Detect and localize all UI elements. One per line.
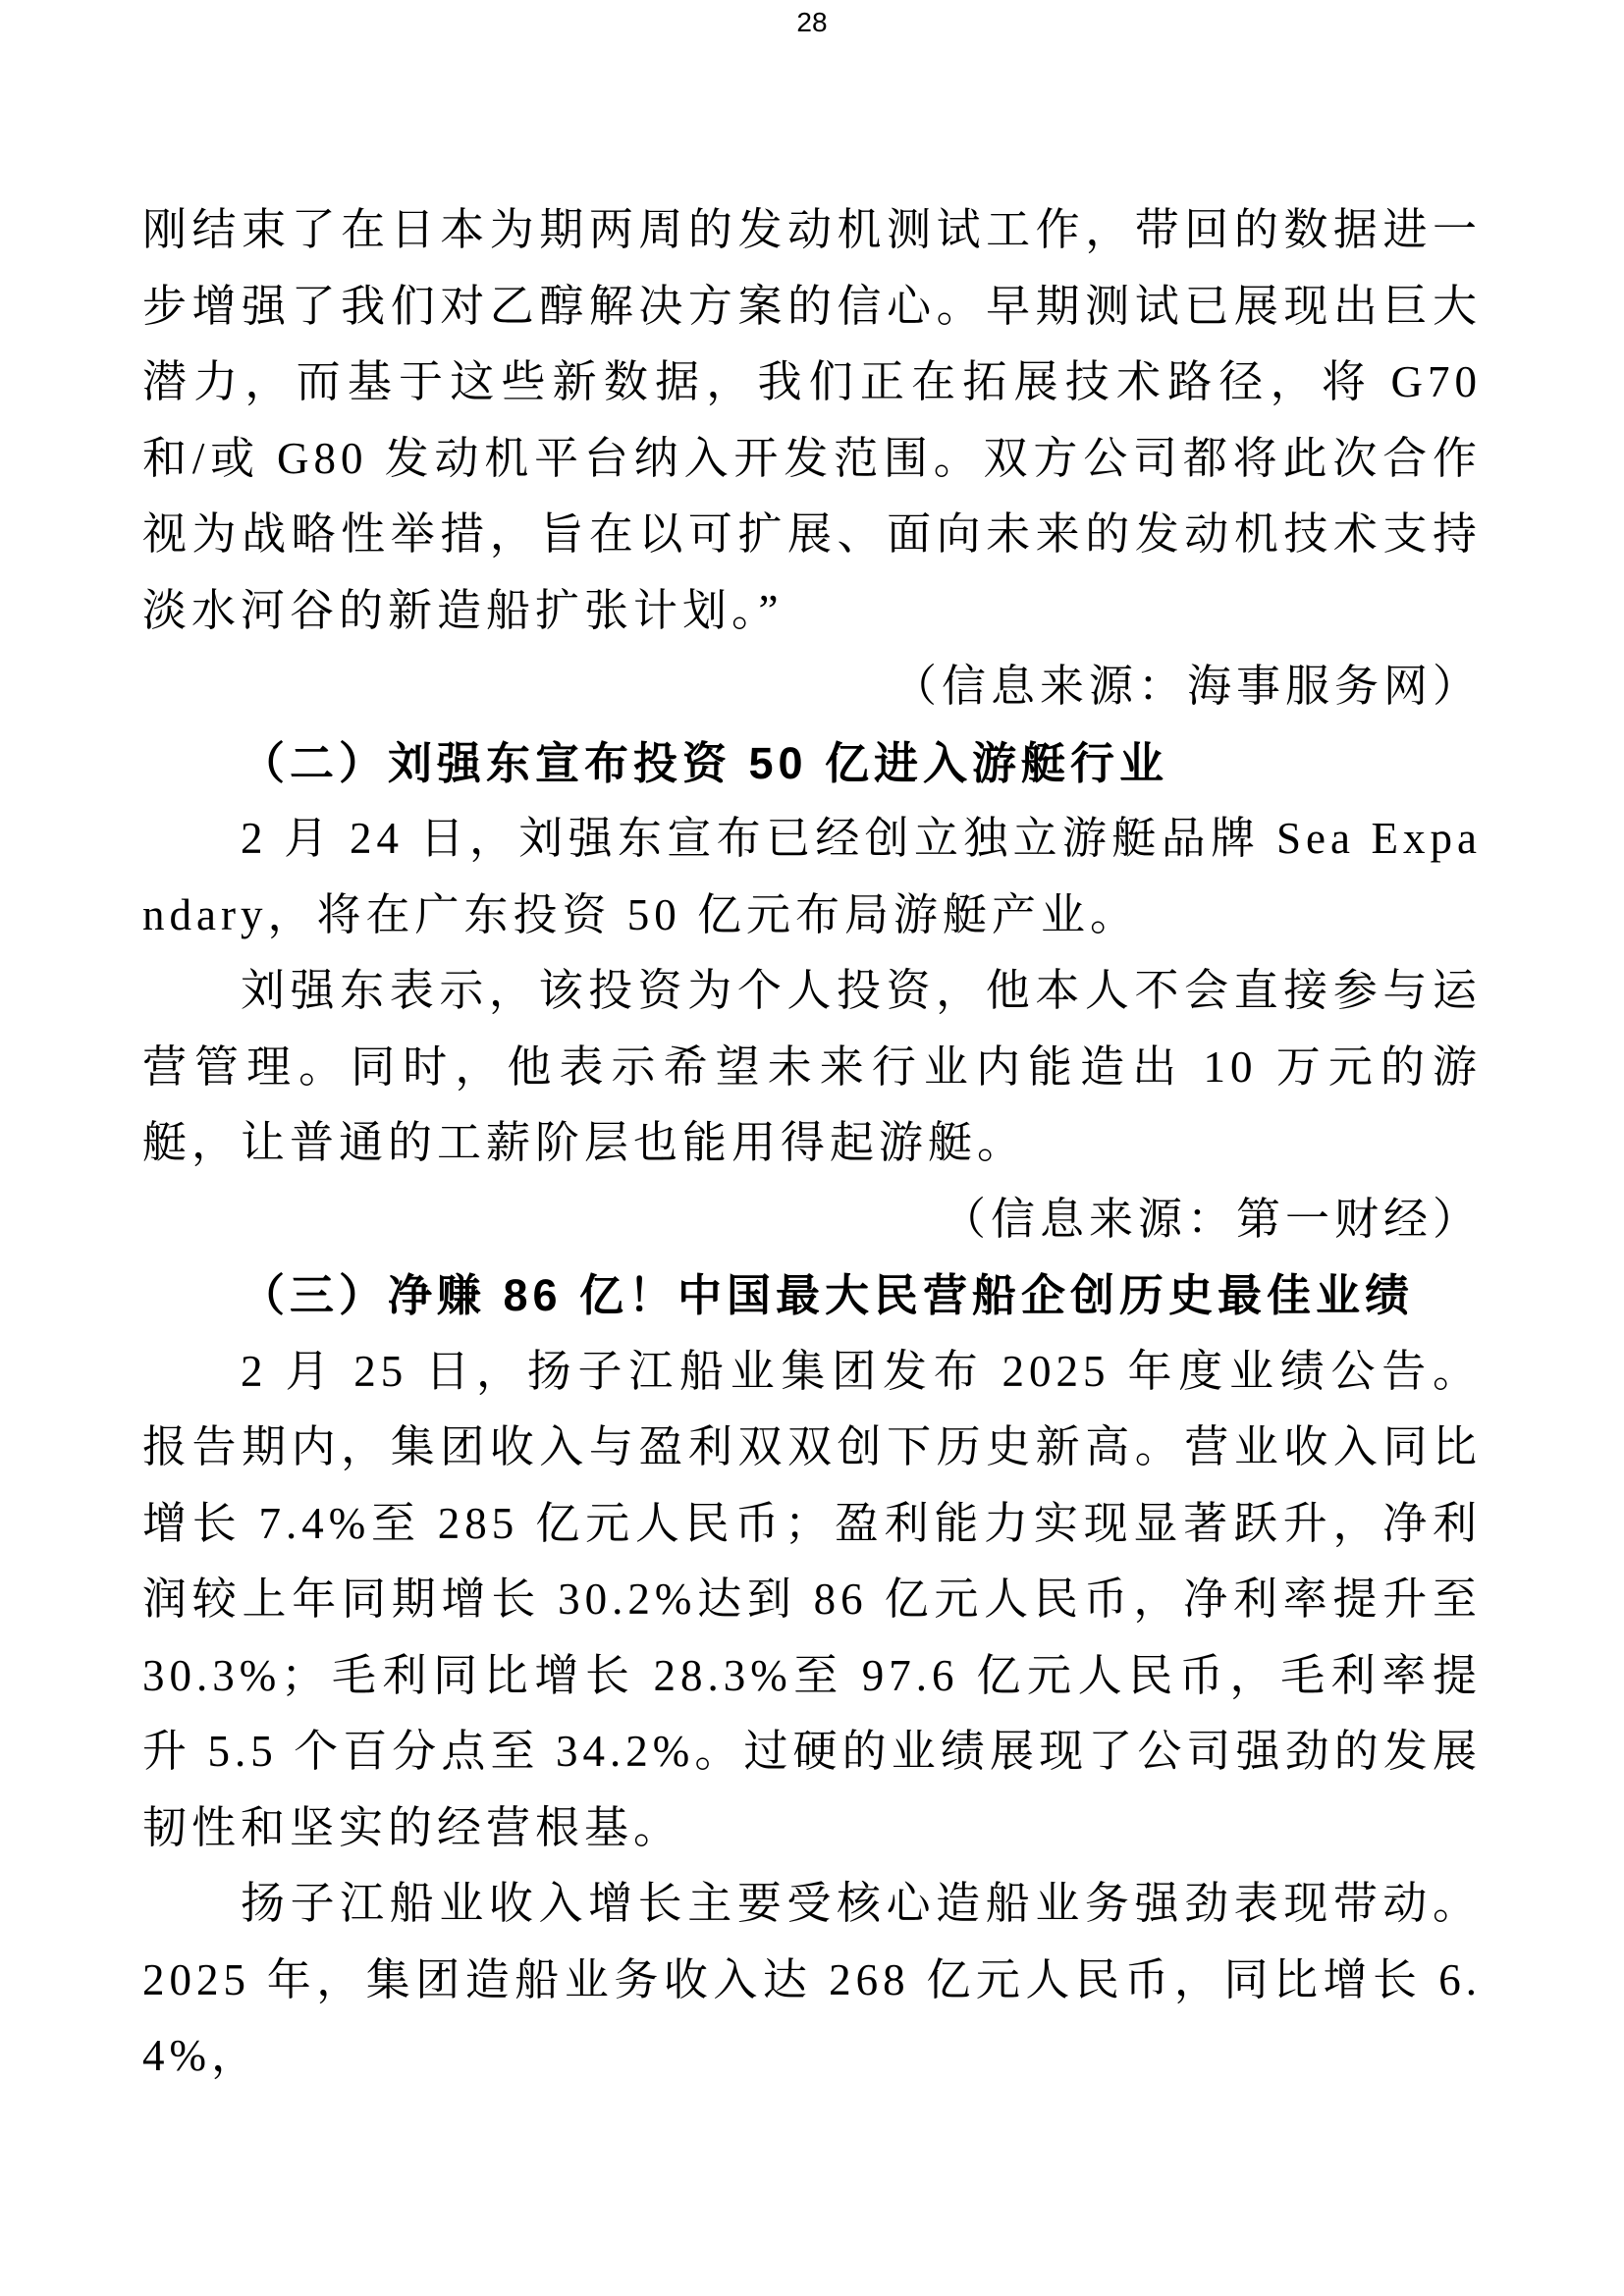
paragraph-quote-continuation: 刚结束了在日本为期两周的发动机测试工作，带回的数据进一步增强了我们对乙醇解决方案的信心。早期测试已展现出巨大潜力，而基于这些新数据，我们正在拓展技术路径，将 G70 和/或 G80 发动机平台纳入开发范围。双方公司都将此次合作视为战略性举措，旨在以可扩展、面向未来的发动机技术支持淡水河谷的新造船扩张计划。” xyxy=(142,205,1482,635)
source-attribution-maritime-service: （信息来源：海事服务网） xyxy=(892,662,1482,711)
paragraph-yangzijiang-shipbuilding-revenue: 扬子江船业收入增长主要受核心造船业务强劲表现带动。2025 年，集团造船业务收入达 268 亿元人民币，同比增长 6.4%， xyxy=(142,1879,1482,2080)
section-heading-3: （三）净赚 86 亿！中国最大民营船企创历史最佳业绩 xyxy=(241,1270,1415,1320)
paragraph-yacht-investment: 2 月 24 日，刘强东宣布已经创立独立游艇品牌 Sea Expandary，将在广东投资 50 亿元布局游艇产业。 xyxy=(142,814,1482,939)
document-body xyxy=(142,192,1482,2095)
paragraph-yangzijiang-results: 2 月 25 日，扬子江船业集团发布 2025 年度业绩公告。报告期内，集团收入与盈利双双创下历史新高。营业收入同比增长 7.4%至 285 亿元人民币；盈利能力实现显著跃升，净利润较上年同期增长 30.2%达到 86 亿元人民币，净利率提升至 30.3%；毛利同比增长 28.3%至 97.6 亿元人民币，毛利率提升 5.5 个百分点至 34.2%。过硬的业绩展现了公司强劲的发展韧性和坚实的经营根基。 xyxy=(142,1346,1482,1852)
paragraph-yacht-personal-investment: 刘强东表示，该投资为个人投资，他本人不会直接参与运营管理。同时，他表示希望未来行业内能造出 10 万元的游艇，让普通的工薪阶层也能用得起游艇。 xyxy=(142,966,1482,1167)
source-attribution-yicai: （信息来源：第一财经） xyxy=(941,1194,1482,1244)
section-heading-2: （二）刘强东宣布投资 50 亿进入游艇行业 xyxy=(241,737,1169,788)
page-number: 28 xyxy=(796,7,828,37)
